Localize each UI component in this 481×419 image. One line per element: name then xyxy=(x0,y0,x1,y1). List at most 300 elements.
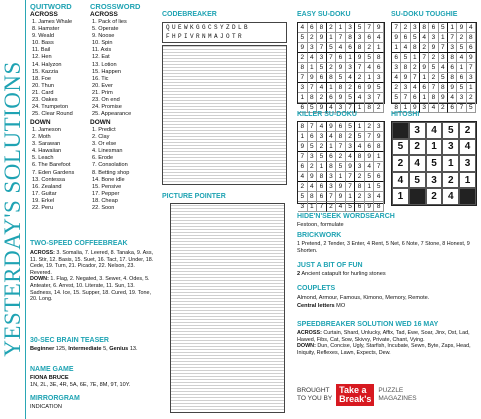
grid-cell: 2 xyxy=(346,83,356,93)
grid-cell: 2 xyxy=(308,162,318,172)
grid-cell: 1 xyxy=(327,33,337,43)
grid-cell: 6 xyxy=(327,93,337,103)
grid-cell: 4 xyxy=(327,132,337,142)
grid-cell: 1 xyxy=(374,152,384,162)
couplets-central-value: MO xyxy=(334,303,346,309)
quiz-clue: 25. Clear Round xyxy=(32,111,73,118)
grid-cell: 6 xyxy=(336,122,346,132)
mirrorgram-title: MIRRORGRAM xyxy=(30,395,80,402)
grid-cell: 2 xyxy=(439,103,448,113)
grid-cell: 4 xyxy=(355,93,365,103)
grid-cell: 6 xyxy=(467,43,476,53)
hitoshi-cell: 1 xyxy=(426,139,443,156)
grid-cell: 5 xyxy=(346,122,356,132)
grid-cell: 1 xyxy=(392,43,401,53)
hitoshi-cell: 1 xyxy=(392,188,409,205)
teaser-genius: Genius xyxy=(109,346,129,352)
grid-cell: 9 xyxy=(336,63,346,73)
codebreaker-key xyxy=(162,22,287,43)
grid-cell: 1 xyxy=(298,93,308,103)
grid-cell: 4 xyxy=(457,53,466,63)
grid-cell: 5 xyxy=(308,142,318,152)
grid-cell: 1 xyxy=(439,33,448,43)
grid-cell: 1 xyxy=(317,162,327,172)
quiz-clue: 3. Sarawan xyxy=(32,141,61,148)
grid-cell: 5 xyxy=(355,23,365,33)
footer-brought xyxy=(297,387,332,403)
grid-cell: 2 xyxy=(327,202,337,212)
grid-cell: 9 xyxy=(429,43,438,53)
grid-cell: 6 xyxy=(365,33,375,43)
namegame-name: FIONA BRUCE xyxy=(30,375,69,381)
quiz-clue: 24. Trumpeton xyxy=(32,104,69,111)
grid-cell: 3 xyxy=(308,43,318,53)
grid-cell: 4 xyxy=(439,63,448,73)
grid-cell: 8 xyxy=(374,53,384,63)
grid-cell: 9 xyxy=(365,152,375,162)
grid-cell: 6 xyxy=(448,63,457,73)
quiz-clue: 16. Zealand xyxy=(32,183,62,190)
grid-cell: 6 xyxy=(317,73,327,83)
grid-cell: 4 xyxy=(308,182,318,192)
just-fun-answer: Ancient catapult for hurling stones xyxy=(300,271,386,277)
teaser-title: 30-SEC BRAIN TEASER xyxy=(30,337,109,344)
grid-cell: 5 xyxy=(298,33,308,43)
speedbreaker-across-label: ACROSS: xyxy=(297,330,322,336)
grid-cell: 5 xyxy=(429,63,438,73)
grid-cell: 1 xyxy=(298,132,308,142)
coffee-down: 1. Flag, 2. Negated, 3. Sewer, 4. Odes, 5. Anteater, 6. Arrest, 10. Literate, 11. Sun, 13. Sadness, 14. Ice, 15. Supper, 18. Cured, 19. Tone, 20. Long. xyxy=(30,276,151,303)
quiz-clue: 1. Jameson xyxy=(32,127,61,133)
grid-cell: 6 xyxy=(374,63,384,73)
codebreaker-key-row1: QUEWKGGCSYZDLB xyxy=(166,24,251,31)
grid-cell: 1 xyxy=(365,182,375,192)
grid-cell: 9 xyxy=(374,23,384,33)
grid-cell: 5 xyxy=(392,93,401,103)
footer-line2: TO YOU BY xyxy=(297,395,333,402)
grid-cell: 8 xyxy=(346,33,356,43)
hideseek-text: Festoon, formulate xyxy=(297,222,344,228)
grid-cell: 7 xyxy=(439,43,448,53)
grid-cell: 7 xyxy=(317,202,327,212)
grid-cell: 4 xyxy=(392,73,401,83)
couplets-text: Almond, Armour, Famous, Kimono, Memory, Remote. xyxy=(297,295,430,301)
hitoshi-cell: 5 xyxy=(442,122,459,139)
grid-cell: 2 xyxy=(374,103,384,113)
side-banner xyxy=(0,0,26,419)
crossword-clue: 1. Pack of lies xyxy=(92,19,127,25)
grid-cell: 2 xyxy=(429,53,438,63)
crossword-clue: 3. Or else xyxy=(92,141,117,148)
grid-cell: 5 xyxy=(308,103,318,113)
grid-cell: 5 xyxy=(346,202,356,212)
grid-cell: 8 xyxy=(327,73,337,83)
couplets-central-label: Central letters xyxy=(297,303,335,309)
grid-cell: 7 xyxy=(346,103,356,113)
crossword-clue: 1. Predict xyxy=(92,127,116,133)
grid-cell: 5 xyxy=(336,73,346,83)
grid-cell: 1 xyxy=(308,63,318,73)
grid-cell: 1 xyxy=(355,122,365,132)
grid-cell: 7 xyxy=(429,83,438,93)
grid-cell: 8 xyxy=(365,103,375,113)
grid-cell: 6 xyxy=(429,23,438,33)
crossword-clue: 4. Linesman xyxy=(92,148,123,155)
grid-cell: 3 xyxy=(327,172,337,182)
grid-cell: 7 xyxy=(392,23,401,33)
quiz-down-label: DOWN xyxy=(30,119,51,126)
grid-cell: 1 xyxy=(401,103,410,113)
speedbreaker-text xyxy=(297,330,477,356)
grid-cell: 6 xyxy=(392,53,401,63)
crossword-title: CROSSWORD xyxy=(90,2,141,11)
grid-cell: 3 xyxy=(317,53,327,63)
grid-cell: 4 xyxy=(420,33,429,43)
crossword-clue: 7. Consolation xyxy=(92,162,128,169)
picture-pointer-grid xyxy=(170,203,285,413)
crossword-clue: 12. Eat xyxy=(92,54,110,61)
grid-cell: 7 xyxy=(327,192,337,202)
grid-cell: 9 xyxy=(457,23,466,33)
grid-cell: 6 xyxy=(448,103,457,113)
grid-cell: 1 xyxy=(411,53,420,63)
grid-cell: 4 xyxy=(308,53,318,63)
grid-cell: 2 xyxy=(317,93,327,103)
quiz-clue: 19. Erkel xyxy=(32,197,55,204)
grid-cell: 4 xyxy=(365,162,375,172)
grid-cell: 2 xyxy=(355,73,365,83)
grid-cell: 5 xyxy=(457,83,466,93)
hitoshi-cell: 3 xyxy=(426,172,443,189)
hitoshi-cell: 2 xyxy=(409,139,426,156)
grid-cell: 4 xyxy=(374,33,384,43)
grid-cell: 6 xyxy=(317,182,327,192)
grid-cell: 9 xyxy=(411,103,420,113)
grid-cell: 3 xyxy=(327,182,337,192)
grid-cell: 9 xyxy=(336,192,346,202)
grid-cell: 4 xyxy=(298,23,308,33)
tough-sudoku-title: SU-DOKU TOUGHIE xyxy=(391,11,458,18)
coffee-text xyxy=(30,250,156,303)
grid-cell: 9 xyxy=(346,162,356,172)
grid-cell: 7 xyxy=(420,53,429,63)
grid-cell: 8 xyxy=(439,83,448,93)
grid-cell: 9 xyxy=(365,202,375,212)
grid-cell: 5 xyxy=(355,132,365,142)
grid-cell: 1 xyxy=(327,142,337,152)
grid-cell: 5 xyxy=(374,182,384,192)
grid-cell: 2 xyxy=(327,23,337,33)
grid-cell: 4 xyxy=(448,93,457,103)
grid-cell: 2 xyxy=(420,43,429,53)
crossword-clue: 18. Cheap xyxy=(92,197,118,204)
quiz-clue: 15. Kazzia xyxy=(32,68,59,75)
grid-cell: 8 xyxy=(298,122,308,132)
coffee-title: TWO-SPEED COFFEEBREAK xyxy=(30,240,128,247)
codebreaker-grid xyxy=(162,45,287,185)
hitoshi-cell: 3 xyxy=(442,139,459,156)
grid-cell: 4 xyxy=(346,152,356,162)
hitoshi-cell: 1 xyxy=(442,155,459,172)
grid-cell: 8 xyxy=(336,83,346,93)
footer-brand2: MAGAZINES xyxy=(378,395,417,402)
grid-cell: 8 xyxy=(411,43,420,53)
logo-line2: Break's xyxy=(339,394,372,404)
grid-cell: 5 xyxy=(374,83,384,93)
teaser-val2: 5, xyxy=(101,346,110,352)
grid-cell: 8 xyxy=(317,23,327,33)
grid-cell: 3 xyxy=(448,43,457,53)
grid-cell: 7 xyxy=(355,63,365,73)
crossword-clue: 8. Betting shop xyxy=(92,169,130,176)
quiz-clue: 17. Guitar xyxy=(32,190,57,197)
quiz-clue: 8. Hamster xyxy=(32,26,60,33)
quiz-clue: 6. The Barefoot xyxy=(32,162,71,169)
grid-cell: 3 xyxy=(365,93,375,103)
crossword-clue: 21. Prim xyxy=(92,89,113,96)
quiz-clue: 5. Leach xyxy=(32,155,54,162)
crossword-across-list xyxy=(92,19,131,118)
grid-cell: 8 xyxy=(374,202,384,212)
grid-cell: 9 xyxy=(308,73,318,83)
grid-cell: 5 xyxy=(365,172,375,182)
grid-cell: 4 xyxy=(374,192,384,202)
grid-cell: 9 xyxy=(420,63,429,73)
grid-cell: 9 xyxy=(298,142,308,152)
grid-cell: 1 xyxy=(374,43,384,53)
grid-cell: 3 xyxy=(336,103,346,113)
grid-cell: 1 xyxy=(420,73,429,83)
crossword-clue: 23. On end xyxy=(92,97,120,104)
grid-cell: 7 xyxy=(374,162,384,172)
grid-cell: 5 xyxy=(336,162,346,172)
crossword-clue: 10. Spin xyxy=(92,40,113,47)
hitoshi-cell xyxy=(459,188,476,205)
grid-cell: 7 xyxy=(346,182,356,192)
grid-cell: 3 xyxy=(411,23,420,33)
hitoshi-cell xyxy=(409,188,426,205)
hitoshi-cell: 4 xyxy=(392,172,409,189)
grid-cell: 6 xyxy=(457,73,466,83)
grid-cell: 3 xyxy=(374,73,384,83)
grid-cell: 3 xyxy=(439,53,448,63)
grid-cell: 4 xyxy=(298,172,308,182)
grid-cell: 8 xyxy=(355,152,365,162)
grid-cell: 5 xyxy=(467,103,476,113)
grid-cell: 9 xyxy=(365,83,375,93)
grid-cell: 7 xyxy=(448,33,457,43)
grid-cell: 4 xyxy=(336,43,346,53)
grid-cell: 1 xyxy=(467,83,476,93)
grid-cell: 2 xyxy=(298,182,308,192)
grid-cell: 3 xyxy=(355,33,365,43)
grid-cell: 2 xyxy=(365,43,375,53)
quiz-clue: 4. Hawaiian xyxy=(32,148,62,155)
grid-cell: 7 xyxy=(457,103,466,113)
grid-cell: 5 xyxy=(327,43,337,53)
quiz-across-list xyxy=(32,19,73,118)
couplets-title: COUPLETS xyxy=(297,285,336,292)
grid-cell: 2 xyxy=(336,152,346,162)
quiz-clue: 2. Moth xyxy=(32,134,51,141)
footer-line1: BROUGHT xyxy=(297,387,330,394)
grid-cell: 6 xyxy=(336,53,346,63)
grid-cell: 9 xyxy=(308,172,318,182)
grid-cell: 3 xyxy=(355,162,365,172)
coffee-down-label: DOWN: xyxy=(30,276,49,283)
easy-sudoku-grid xyxy=(297,22,385,111)
grid-cell: 9 xyxy=(336,93,346,103)
hitoshi-cell: 2 xyxy=(459,122,476,139)
quiz-clue: 18. Foe xyxy=(32,75,51,82)
quiz-clue: 7. Eden Gardens xyxy=(32,169,75,176)
grid-cell: 1 xyxy=(308,202,318,212)
grid-cell: 2 xyxy=(317,142,327,152)
hitoshi-cell: 5 xyxy=(409,172,426,189)
grid-cell: 5 xyxy=(346,93,356,103)
hitoshi-cell: 2 xyxy=(442,172,459,189)
grid-cell: 6 xyxy=(346,43,356,53)
grid-cell: 6 xyxy=(365,142,375,152)
quiz-clue: 11. Bail xyxy=(32,47,51,54)
grid-cell: 5 xyxy=(317,152,327,162)
just-fun-text xyxy=(297,271,386,278)
hitoshi-cell: 5 xyxy=(392,139,409,156)
grid-cell: 6 xyxy=(401,33,410,43)
grid-cell: 8 xyxy=(308,192,318,202)
grid-cell: 2 xyxy=(355,192,365,202)
grid-cell: 2 xyxy=(392,83,401,93)
quiz-clue: 1. James Whale xyxy=(32,19,73,25)
grid-cell: 9 xyxy=(327,122,337,132)
grid-cell: 2 xyxy=(346,132,356,142)
grid-cell: 1 xyxy=(457,63,466,73)
mirrorgram-text: INDICATION xyxy=(30,404,62,410)
grid-cell: 6 xyxy=(308,132,318,142)
quiz-clue: 14. Halyzon xyxy=(32,61,62,68)
teaser-beginner: Beginner xyxy=(30,346,55,352)
quiz-title: QUITWORD xyxy=(30,2,72,11)
picture-pointer-title: PICTURE POINTER xyxy=(162,193,226,200)
grid-cell: 9 xyxy=(317,103,327,113)
grid-cell: 3 xyxy=(298,83,308,93)
hitoshi-cell xyxy=(392,122,409,139)
crossword-clue: 2. Clay xyxy=(92,134,110,141)
quiz-clue: 13. Contessa xyxy=(32,176,65,183)
speedbreaker-down-label: DOWN: xyxy=(297,343,316,350)
grid-cell: 1 xyxy=(365,73,375,83)
crossword-down-list xyxy=(92,127,129,212)
crossword-clue: 15. Pensive xyxy=(92,183,122,190)
grid-cell: 7 xyxy=(308,83,318,93)
grid-cell: 3 xyxy=(401,83,410,93)
grid-cell: 6 xyxy=(411,93,420,103)
grid-cell: 6 xyxy=(355,202,365,212)
grid-cell: 4 xyxy=(346,73,356,83)
grid-cell: 3 xyxy=(429,33,438,43)
grid-cell: 3 xyxy=(317,132,327,142)
banner-title: YESTERDAY'S SOLUTIONS xyxy=(0,61,25,357)
grid-cell: 8 xyxy=(401,63,410,73)
grid-cell: 2 xyxy=(308,33,318,43)
crossword-clue: 9. Noose xyxy=(92,33,115,40)
grid-cell: 1 xyxy=(336,23,346,33)
grid-cell: 1 xyxy=(420,93,429,103)
logo-line1: Take a xyxy=(339,385,367,395)
grid-cell: 4 xyxy=(411,83,420,93)
crossword-clue: 25. Appearance xyxy=(92,111,132,118)
crossword-clue: 24. Promise xyxy=(92,104,122,111)
grid-cell: 3 xyxy=(420,103,429,113)
hitoshi-cell: 4 xyxy=(459,139,476,156)
grid-cell: 3 xyxy=(346,142,356,152)
footer-brand1: PUZZLE xyxy=(378,387,404,394)
footer-brand xyxy=(378,387,416,403)
grid-cell: 1 xyxy=(355,103,365,113)
quiz-clue: 22. Peru xyxy=(32,205,54,212)
grid-cell: 3 xyxy=(308,152,318,162)
hitoshi-cell: 2 xyxy=(426,188,443,205)
grid-cell: 6 xyxy=(317,192,327,202)
hitoshi-cell: 5 xyxy=(426,155,443,172)
grid-cell: 6 xyxy=(355,83,365,93)
grid-cell: 7 xyxy=(327,53,337,63)
hitoshi-title: HITOSHI xyxy=(391,111,420,118)
grid-cell: 8 xyxy=(317,172,327,182)
footer xyxy=(297,384,417,406)
grid-cell: 6 xyxy=(298,162,308,172)
grid-cell: 5 xyxy=(365,53,375,63)
grid-cell: 4 xyxy=(317,122,327,132)
grid-cell: 7 xyxy=(467,63,476,73)
speedbreaker-across: Curtain, Shard, Unlucky, Affix, Tad, Ewe, Soar, Jinx, Ost, Lad, Hawed, Fibs, Cat, Sow, Skivvy, Private, Chant, Vying. xyxy=(297,330,470,343)
grid-cell: 2 xyxy=(429,73,438,83)
hitoshi-cell: 4 xyxy=(442,188,459,205)
namegame-text: 1N, 2L, 3E, 4R, 5A, 6E, 7E, 8M, 9T, 10Y. xyxy=(30,382,131,388)
crossword-clue: 13. Lotion xyxy=(92,61,117,68)
crossword-clue: 5. Operate xyxy=(92,26,119,33)
grid-cell: 8 xyxy=(336,132,346,142)
grid-cell: 8 xyxy=(420,23,429,33)
grid-cell: 7 xyxy=(374,93,384,103)
quiz-clue: 10. Bass xyxy=(32,40,54,47)
hitoshi-cell: 3 xyxy=(459,155,476,172)
quiz-clue: 20. Thun xyxy=(32,82,54,89)
grid-cell: 3 xyxy=(467,73,476,83)
easy-sudoku-title: EASY SU-DOKU xyxy=(297,11,351,18)
quiz-clue: 12. Hen xyxy=(32,54,52,61)
hitoshi-cell: 2 xyxy=(392,155,409,172)
grid-cell: 8 xyxy=(467,33,476,43)
grid-cell: 9 xyxy=(448,83,457,93)
quiz-down-list xyxy=(32,127,74,212)
grid-cell: 4 xyxy=(429,103,438,113)
grid-cell: 7 xyxy=(365,23,375,33)
grid-cell: 7 xyxy=(317,43,327,53)
grid-cell: 2 xyxy=(401,23,410,33)
crossword-clue: 20. Ever xyxy=(92,82,113,89)
grid-cell: 1 xyxy=(346,53,356,63)
grid-cell: 4 xyxy=(365,63,375,73)
grid-cell: 8 xyxy=(308,93,318,103)
grid-cell: 8 xyxy=(448,73,457,83)
grid-cell: 7 xyxy=(365,132,375,142)
grid-cell: 3 xyxy=(346,63,356,73)
brickwork-title: BRICKWORK xyxy=(297,232,342,239)
hitoshi-cell: 3 xyxy=(409,122,426,139)
crossword-clue: 17. Pepper xyxy=(92,190,120,197)
grid-cell: 5 xyxy=(439,73,448,83)
